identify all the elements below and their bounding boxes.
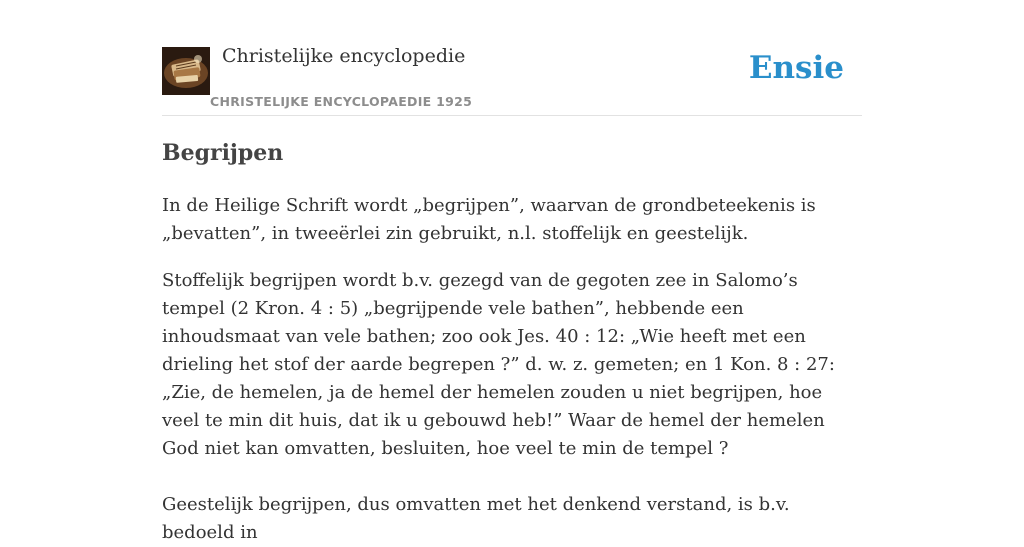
ensie-logo-link[interactable]: Ensie: [748, 50, 844, 86]
book-avatar-icon[interactable]: [162, 47, 210, 95]
site-subtitle: CHRISTELIJKE ENCYCLOPAEDIE 1925: [210, 94, 473, 109]
article-paragraph-1: In de Heilige Schrift wordt „begrijpen”, waarvan de grondbeteekenis is „bevatten”, in tweeërlei zin gebruikt, n.l. stoffelijk en geestelijk.: [162, 195, 816, 244]
article-paragraph-3: Geestelijk begrijpen, dus omvatten met het denkend verstand, is b.v. bedoeld in: [162, 494, 790, 543]
site-title-link[interactable]: Christelijke encyclopedie: [222, 45, 466, 67]
page: [162, 0, 862, 543]
site-header: [162, 0, 862, 116]
book-icon: [162, 47, 210, 95]
article-paragraph-2: Stoffelijk begrijpen wordt b.v. gezegd van de gegoten zee in Salomo’s tempel (2 Kron. 4 : 5) „begrijpende vele bathen”, hebbende een inhoudsmaat van vele bathen; zoo ook Jes. 40 : 12: „Wie heeft met een drieling het stof der aarde begrepen ?” d. w. z. gemeten; en 1 Kon. 8 : 27: „Zie, de hemelen, ja de hemel der hemelen zouden u niet begrijpen, hoe veel te min dit huis, dat ik u gebouwd heb!” Waar de hemel der hemelen God niet kan omvatten, besluiten, hoe veel te min de tempel ?: [162, 270, 835, 459]
article-title: Begrijpen: [162, 140, 284, 166]
